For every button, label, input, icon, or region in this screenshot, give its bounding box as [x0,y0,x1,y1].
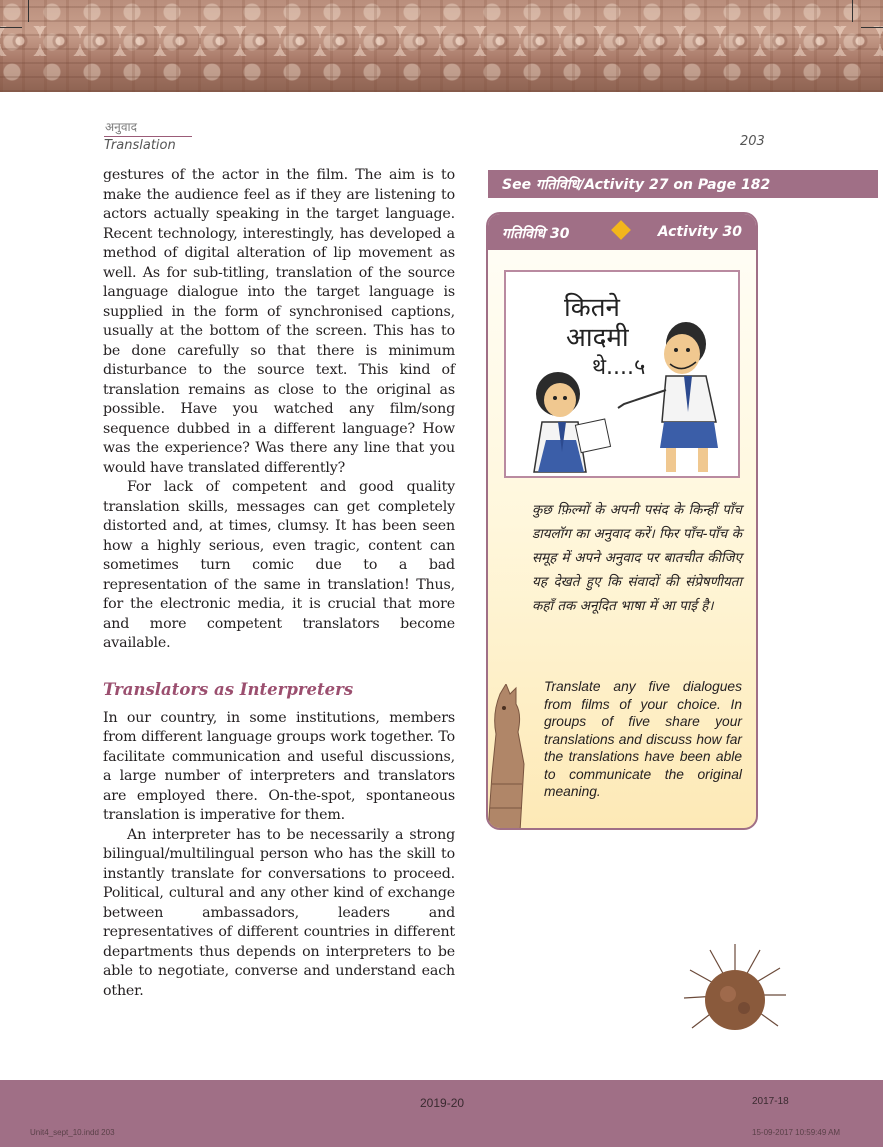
boy-figure-icon [618,322,718,472]
body-paragraph: An interpreter has to be necessarily a strong bilingual/multilingual person who has the skill to instantly translate for conversations to proceed. Political, cultural and any other kind of exchange between ambassadors, leaders and representatives of different countries in different departments thus depends on interpreters to be able to negotiate, converse and understand each other. [103,826,455,999]
activity-instruction-hindi: कुछ फ़िल्मों के अपनी पसंद के किन्हीं पाँच डायलॉग का अनुवाद करें। फिर पाँच-पाँच के समूह में अपने अनुवाद पर बातचीत कीजिए यह देखते हुए कि संवादों की संप्रेषणीयता कहाँ तक अनूदित भाषा में आ पाई है। [532,502,742,614]
main-text-column [103,166,455,1001]
footer-file-name: Unit4_sept_10.indd 203 [30,1128,115,1137]
horse-statue-icon [486,684,532,830]
crop-mark [0,27,22,28]
crop-mark [852,0,853,22]
cartoon-drawing [506,272,738,476]
decorative-header-band [0,0,883,92]
speech-text: कितने [564,293,620,323]
footer-timestamp: 15-09-2017 10:59:49 AM [752,1128,841,1137]
running-header-english: Translation [104,138,176,153]
crop-mark [861,27,883,28]
see-activity-banner: See गतिविधि/Activity 27 on Page 182 [488,170,878,198]
activity-instruction-english: Translate any five dialogues from films of your choice. In groups of five share your translations and discuss how far the translations have been able to communicate the original meaning. [544,679,742,799]
activity-label-english: Activity 30 [657,224,742,240]
activity-box [486,212,758,830]
activity-header [488,214,756,250]
cartoon-illustration [504,270,740,478]
section-title: Translators as Interpreters [103,679,354,699]
speech-text: थे....५ [592,355,646,380]
body-paragraph: For lack of competent and good quality translation skills, messages can get completely distorted and, at times, clumsy. It has been seen how a highly serious, even tragic, content can sometimes turn comic due to a bad representation of the same in translation! Thus, for the electronic media, it is crucial that more and more competent translators become available. [103,479,455,651]
footer-year-right: 2017-18 [752,1096,789,1107]
body-paragraph: gestures of the actor in the film. The aim is to make the audience feel as if they are listening to actors actually speaking in the target language. Recent technology, interestingly, has developed a method of digital alteration of lip movement as well. As for sub-titling, translation of the source language dialogue into the target language is supplied in the form of synchronised captions, usually at the bottom of the screen. This has to be done carefully so that there is minimum disturbance to the source text. This kind of translation remains as close to the original as possible. Have you watched any film/song sequence dubbed in a different language? How was the experience? Was there any line that you would have translated differently? [103,167,455,476]
crop-mark [28,0,29,22]
running-header-hindi: अनुवाद [105,120,137,134]
girl-figure-icon [534,372,611,472]
footer-bar [0,1080,883,1147]
diamond-icon [611,220,631,240]
body-paragraph: In our country, in some institutions, members from different language groups work together. To facilitate communication and useful discussions, a large number of interpreters and translators are employed there. On-the-spot, spontaneous translation is imperative for them. [103,709,455,823]
speech-text: आदमी [566,323,629,353]
activity-label-hindi: गतिविधि 30 [502,226,570,242]
page-number: 203 [740,134,765,149]
footer-year: 2019-20 [420,1096,465,1110]
sun-emblem-icon [680,940,790,1050]
header-rule [104,136,192,137]
